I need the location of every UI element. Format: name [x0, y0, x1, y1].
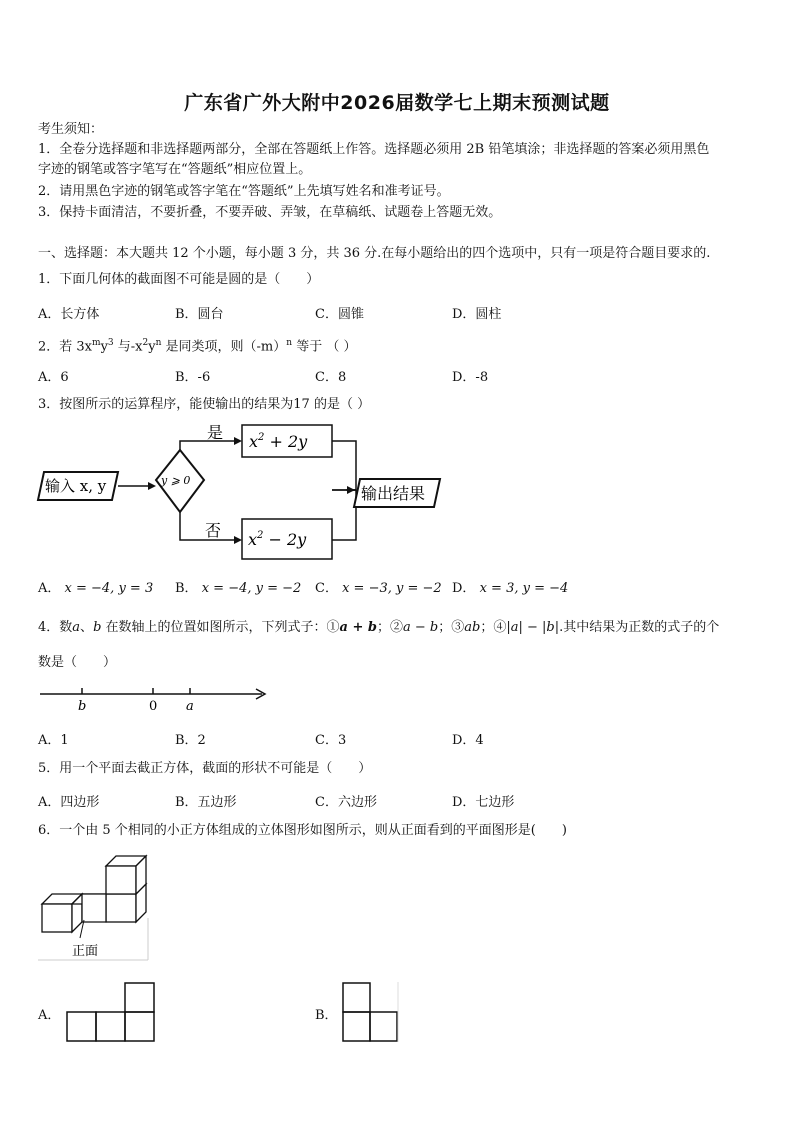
cube-stack-figure — [36, 852, 156, 964]
question-4-stem-line-1: 4．数a、b 在数轴上的位置如图所示，下列式子：①a + b；②a − b；③ab；④|a| − |b|.其中结果为正数的式子的个 — [38, 620, 720, 635]
page-title: 广东省广外大附中2026届数学七上期末预测试题 — [184, 92, 610, 114]
question-3-option-b: B． x = −4, y = −2 — [175, 581, 302, 596]
flowchart-output-label: 输出结果 — [361, 484, 426, 503]
flowchart-no-label: 否 — [205, 521, 222, 540]
question-5-stem: 5．用一个平面去截正方体，截面的形状不可能是（ ） — [38, 761, 372, 776]
number-line-label-a: a — [186, 699, 194, 714]
number-line-label-zero: 0 — [149, 699, 158, 714]
flowchart-yes-label: 是 — [207, 423, 224, 442]
notice-item-1-line-1: 1．全卷分选择题和非选择题两部分，全部在答题纸上作答。选择题必须用 2B 铅笔填涂；非选择题的答案必须用黑色 — [38, 142, 710, 157]
question-3-option-a: A． x = −4, y = 3 — [38, 581, 154, 596]
question-4-option-a: A．1 — [38, 733, 69, 748]
question-3-stem: 3．按图所示的运算程序，能使输出的结果为17 的是（ ） — [38, 397, 371, 412]
question-1-option-b: B．圆台 — [175, 307, 224, 322]
front-view-label: 正面 — [72, 944, 99, 959]
flowchart-diagram — [36, 418, 448, 568]
notice-item-2: 2．请用黑色字迹的钢笔或答字笔在“答题纸”上先填写姓名和准考证号。 — [38, 184, 450, 199]
question-1-stem: 1．下面几何体的截面图不可能是圆的是（ ） — [38, 272, 320, 287]
question-4-option-d: D．4 — [452, 733, 484, 748]
question-6-option-b: B． — [315, 1008, 338, 1023]
notice-item-1-line-2: 字迹的钢笔或答字笔写在“答题纸”相应位置上。 — [38, 162, 312, 177]
question-1-option-d: D．圆柱 — [452, 307, 502, 322]
notice-item-3: 3．保持卡面清洁，不要折叠，不要弄破、弄皱，在草稿纸、试题卷上答题无效。 — [38, 205, 502, 220]
notice-heading: 考生须知： — [38, 122, 104, 137]
question-5-option-a: A．四边形 — [38, 795, 100, 810]
flowchart-yes-expression: $x^2 + 2y$ — [249, 432, 308, 451]
question-2-option-a: A．6 — [38, 370, 69, 385]
question-5-option-d: D．七边形 — [452, 795, 515, 810]
question-1-option-c: C．圆锥 — [315, 307, 364, 322]
question-6-option-a: A． — [38, 1008, 61, 1023]
question-6-stem: 6．一个由 5 个相同的小正方体组成的立体图形如图所示，则从正面看到的平面图形是( ) — [38, 823, 567, 838]
question-4-stem-line-2: 数是（ ） — [38, 655, 117, 670]
question-5-option-c: C．六边形 — [315, 795, 377, 810]
flowchart-no-expression: $x^2 - 2y$ — [248, 530, 307, 549]
section-heading: 一、选择题：本大题共 12 个小题，每小题 3 分，共 36 分.在每小题给出的四个选项中，只有一项是符合题目要求的. — [38, 246, 711, 261]
question-5-option-b: B．五边形 — [175, 795, 237, 810]
question-6-option-a-figure — [64, 982, 160, 1044]
question-4-option-b: B．2 — [175, 733, 206, 748]
question-2-stem: 2．若 $3x^my^3$ 与$-x^2y^n$ 是同类项，则$(-m)^n$ 等于 （ ） — [38, 338, 357, 355]
question-4-option-c: C．3 — [315, 733, 347, 748]
number-line — [36, 684, 272, 714]
question-6-option-b-figure — [340, 982, 402, 1044]
question-1-option-a: A．长方体 — [38, 307, 100, 322]
question-3-option-c: C． x = −3, y = −2 — [315, 581, 442, 596]
question-2-option-b: B．-6 — [175, 370, 211, 385]
question-2-option-c: C．8 — [315, 370, 347, 385]
flowchart-condition-label: y ⩾ 0 — [161, 474, 191, 487]
question-2-option-d: D．-8 — [452, 370, 489, 385]
number-line-label-b: b — [78, 699, 87, 714]
question-3-option-d: D． x = 3, y = −4 — [452, 581, 569, 596]
flowchart-input-label: 输入 x, y — [45, 477, 107, 495]
